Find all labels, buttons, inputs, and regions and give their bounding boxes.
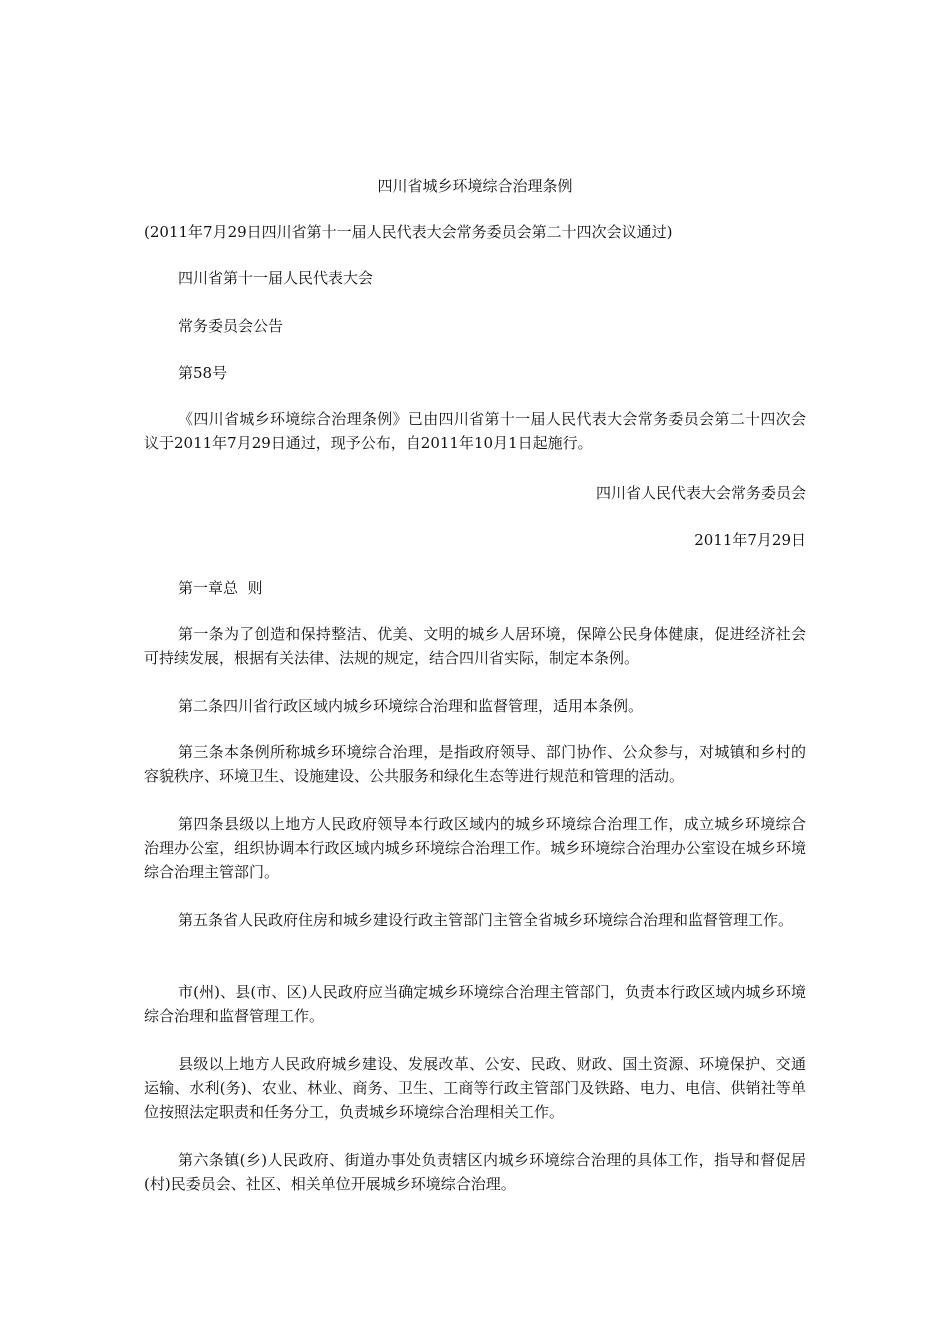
article-5-paragraph-3: 县级以上地方人民政府城乡建设、发展改革、公安、民政、财政、国土资源、环境保护、交通运输、水利(务)、农业、林业、商务、卫生、工商等行政主管部门及铁路、电力、电信、供销社等单位按照法定职责和任务分工，负责城乡环境综合治理相关工作。	[144, 1055, 806, 1121]
article-5: 第五条省人民政府住房和城乡建设行政主管部门主管全省城乡环境综合治理和监督管理工作。	[178, 911, 794, 929]
document-subtitle: (2011年7月29日四川省第十一届人民代表大会常务委员会第二十四次会议通过)	[144, 223, 673, 241]
signatory: 四川省人民代表大会常务委员会	[595, 484, 806, 502]
issuer-line-2: 常务委员会公告	[178, 317, 284, 335]
announcement-paragraph: 《四川省城乡环境综合治理条例》已由四川省第十一届人民代表大会常务委员会第二十四次会议于2011年7月29日通过，现予公布，自2011年10月1日起施行。	[144, 410, 806, 452]
notice-number: 第58号	[178, 364, 228, 382]
article-1: 第一条为了创造和保持整洁、优美、文明的城乡人居环境，保障公民身体健康，促进经济社会可持续发展，根据有关法律、法规的规定，结合四川省实际，制定本条例。	[144, 625, 806, 667]
chapter-heading: 第一章总 则	[178, 579, 263, 597]
article-2: 第二条四川省行政区域内城乡环境综合治理和监督管理，适用本条例。	[178, 697, 644, 715]
issuer-line-1: 四川省第十一届人民代表大会	[178, 269, 374, 287]
sign-date: 2011年7月29日	[694, 531, 806, 549]
document-title: 四川省城乡环境综合治理条例	[377, 177, 573, 195]
article-4: 第四条县级以上地方人民政府领导本行政区域内的城乡环境综合治理工作，成立城乡环境综合治理办公室，组织协调本行政区域内城乡环境综合治理工作。城乡环境综合治理办公室设在城乡环境综合治理主管部门。	[144, 815, 806, 881]
article-3: 第三条本条例所称城乡环境综合治理，是指政府领导、部门协作、公众参与，对城镇和乡村的容貌秩序、环境卫生、设施建设、公共服务和绿化生态等进行规范和管理的活动。	[144, 743, 806, 785]
article-6: 第六条镇(乡)人民政府、街道办事处负责辖区内城乡环境综合治理的具体工作，指导和督促居(村)民委员会、社区、相关单位开展城乡环境综合治理。	[144, 1151, 806, 1193]
article-5-paragraph-2: 市(州)、县(市、区)人民政府应当确定城乡环境综合治理主管部门，负责本行政区域内城乡环境综合治理和监督管理工作。	[144, 983, 806, 1025]
